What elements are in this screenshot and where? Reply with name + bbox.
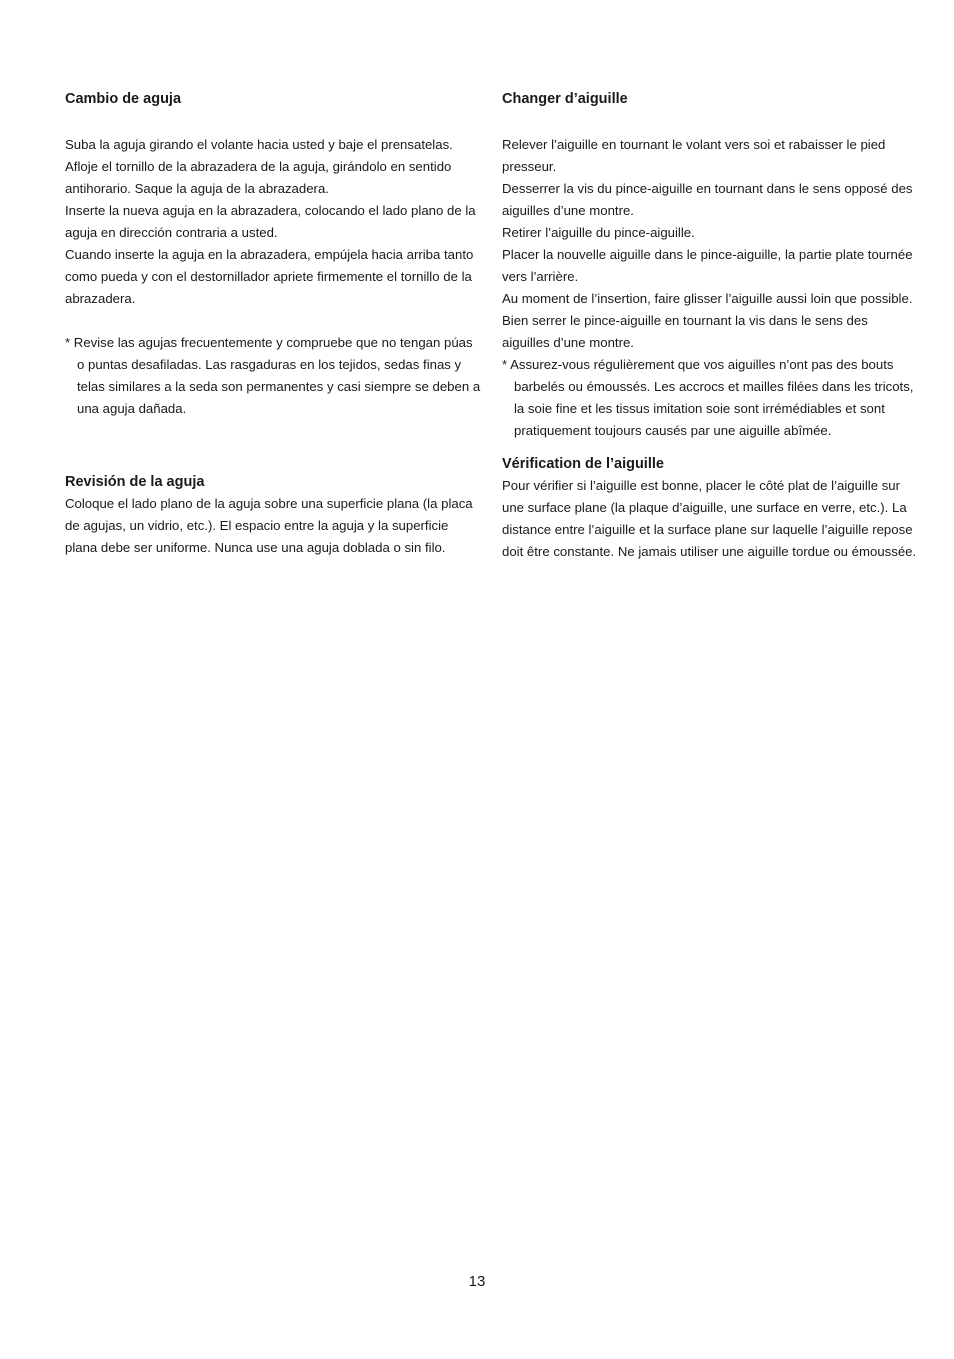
paragraph: Pour vérifier si l’aiguille est bonne, placer le côté plat de l’aiguille sur une surface plane (la plaque d’aiguille, une surface en verre, etc.). La distance entre l’aiguille et la surface plane sur laquelle l’aiguille repose doit être constante. Ne jamais utiliser une aiguille tordue ou émoussée. xyxy=(502,478,917,559)
section-title-revision-de-la-aguja: Revisión de la aguja xyxy=(65,474,205,490)
paragraph: Retirer l’aiguille du pince-aiguille. xyxy=(502,225,695,240)
paragraph: Relever l’aiguille en tournant le volant vers soi et rabaisser le pied presseur. xyxy=(502,137,886,174)
note-paragraph: * Revise las agujas frecuentemente y compruebe que no tengan púas o puntas desafiladas. Las rasgaduras en los tejidos, sedas finas y telas similares a la seda son permanentes y casi siempre se deben a una aguja dañada. xyxy=(65,335,481,416)
page-number: 13 xyxy=(468,1273,486,1290)
paragraph: Cuando inserte la aguja en la abrazadera, empújela hacia arriba tanto como pueda y con el destornillador apriete firmemente el tornillo de la abrazadera. xyxy=(65,247,474,306)
paragraph: Placer la nouvelle aiguille dans le pince-aiguille, la partie plate tournée vers l’arrière. xyxy=(502,247,913,284)
paragraph: Desserrer la vis du pince-aiguille en tournant dans le sens opposé des aiguilles d’une montre. xyxy=(502,181,913,218)
section-title-changer-daiguille: Changer d’aiguille xyxy=(502,91,628,107)
paragraph: Au moment de l’insertion, faire glisser l’aiguille aussi loin que possible. Bien serrer le pince-aiguille en tournant la vis dans le sens des aiguilles d’une montre. xyxy=(502,291,913,350)
paragraph: Inserte la nueva aguja en la abrazadera, colocando el lado plano de la aguja en dirección contraria a usted. xyxy=(65,203,476,240)
spanish-column xyxy=(65,88,481,559)
note-paragraph: * Assurez-vous régulièrement que vos aiguilles n’ont pas des bouts barbelés ou émoussés. Les accrocs et mailles filées dans les tricots, la soie fine et les tissus imitation soie sont irrémédiables et sont pratiquement toujours causés par une aiguille abîmée. xyxy=(502,357,914,438)
paragraph: Afloje el tornillo de la abrazadera de la aguja, girándolo en sentido antihorario. Saque la aguja de la abrazadera. xyxy=(65,159,452,196)
paragraph: Suba la aguja girando el volante hacia usted y baje el prensatelas. xyxy=(65,137,453,152)
section-title-verification-de-laiguille: Vérification de l’aiguille xyxy=(502,456,664,472)
french-column xyxy=(502,88,918,563)
section-title-cambio-de-aguja: Cambio de aguja xyxy=(65,91,182,107)
paragraph: Coloque el lado plano de la aguja sobre una superficie plana (la placa de agujas, un vidrio, etc.). El espacio entre la aguja y la superficie plana debe ser uniforme. Nunca use una aguja doblada o sin filo. xyxy=(65,496,473,555)
